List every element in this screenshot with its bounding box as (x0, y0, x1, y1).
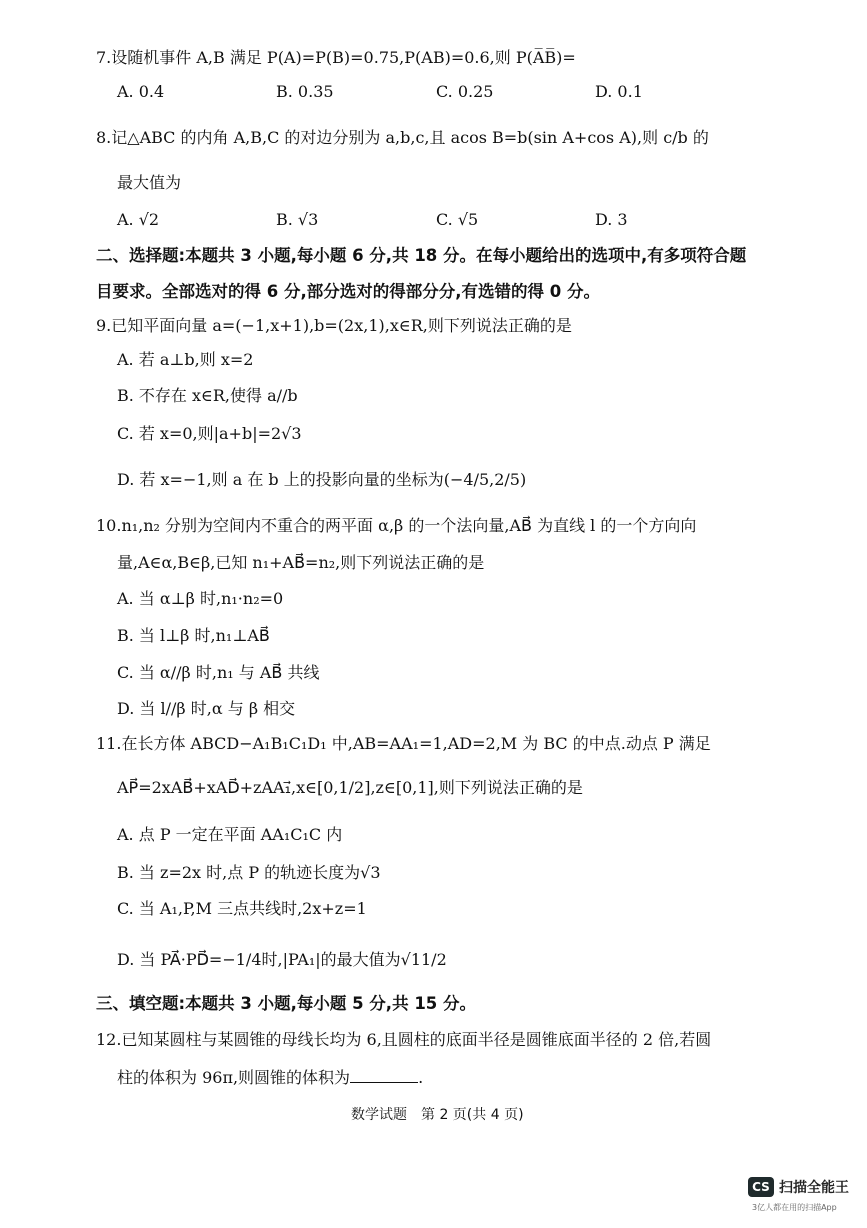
q7-stem: 7.设随机事件 A,B 满足 P(A)=P(B)=0.75,P(AB)=0.6,则 P(A̅B̅)= (96, 48, 576, 67)
q10-stem-line2: 量,A∈α,B∈β,已知 n₁+AB⃗=n₂,则下列说法正确的是 (117, 553, 485, 572)
q12-stem-line2 (117, 1066, 423, 1088)
q7-option-d: D. 0.1 (595, 82, 643, 101)
q10-option-b: B. 当 l⊥β 时,n₁⊥AB⃗ (117, 626, 270, 645)
q10-option-c: C. 当 α//β 时,n₁ 与 AB⃗ 共线 (117, 663, 320, 682)
q12-stem-line1: 12.已知某圆柱与某圆锥的母线长均为 6,且圆柱的底面半径是圆锥底面半径的 2 倍,若圆 (96, 1030, 712, 1049)
camscanner-logo-icon: CS (748, 1177, 774, 1197)
q7-option-b: B. 0.35 (276, 82, 334, 101)
q9-stem: 9.已知平面向量 a=(−1,x+1),b=(2x,1),x∈R,则下列说法正确的是 (96, 316, 572, 335)
q7-option-a: A. 0.4 (117, 82, 165, 101)
watermark-tagline: 3亿人都在用的扫描App (752, 1203, 837, 1212)
q9-option-b: B. 不存在 x∈R,使得 a//b (117, 386, 298, 405)
section2-heading-line1: 二、选择题:本题共 3 小题,每小题 6 分,共 18 分。在每小题给出的选项中,有多项符合题 (96, 246, 747, 265)
q8-option-b: B. √3 (276, 210, 319, 229)
q12-stem-text: 柱的体积为 96π,则圆锥的体积为 (117, 1068, 351, 1087)
answer-blank[interactable] (350, 1066, 418, 1083)
q11-option-c: C. 当 A₁,P,M 三点共线时,2x+z=1 (117, 899, 367, 918)
q8-option-c: C. √5 (436, 210, 479, 229)
section3-heading: 三、填空题:本题共 3 小题,每小题 5 分,共 15 分。 (96, 994, 477, 1013)
q12-stem-end: . (418, 1068, 424, 1087)
q11-option-d: D. 当 PA⃗·PD⃗=−1/4时,|PA₁|的最大值为√11/2 (117, 950, 447, 969)
q9-option-c: C. 若 x=0,则|a+b|=2√3 (117, 424, 302, 443)
q8-stem-line2: 最大值为 (117, 173, 182, 192)
q11-option-a: A. 点 P 一定在平面 AA₁C₁C 内 (117, 825, 343, 844)
q10-option-a: A. 当 α⊥β 时,n₁·n₂=0 (117, 589, 284, 608)
q7-option-c: C. 0.25 (436, 82, 494, 101)
page-footer: 数学试题 第 2 页(共 4 页) (351, 1107, 524, 1123)
q11-option-b: B. 当 z=2x 时,点 P 的轨迹长度为√3 (117, 863, 381, 882)
q8-option-d: D. 3 (595, 210, 628, 229)
q9-option-a: A. 若 a⊥b,则 x=2 (117, 350, 254, 369)
q9-option-d: D. 若 x=−1,则 a 在 b 上的投影向量的坐标为(−4/5,2/5) (117, 470, 527, 489)
q10-stem-line1: 10.n₁,n₂ 分别为空间内不重合的两平面 α,β 的一个法向量,AB⃗ 为直线 l 的一个方向向 (96, 516, 697, 535)
section2-heading-line2: 目要求。全部选对的得 6 分,部分选对的得部分分,有选错的得 0 分。 (96, 282, 600, 301)
q10-option-d: D. 当 l//β 时,α 与 β 相交 (117, 699, 296, 718)
scanner-watermark (748, 1177, 849, 1197)
q11-stem-line1: 11.在长方体 ABCD−A₁B₁C₁D₁ 中,AB=AA₁=1,AD=2,M 为 BC 的中点.动点 P 满足 (96, 734, 711, 753)
q8-stem-line1: 8.记△ABC 的内角 A,B,C 的对边分别为 a,b,c,且 acos B=b(sin A+cos A),则 c/b 的 (96, 128, 709, 147)
q11-stem-line2: AP⃗=2xAB⃗+xAD⃗+zAA₁⃗,x∈[0,1/2],z∈[0,1],则下列说法正确的是 (117, 778, 583, 797)
q8-option-a: A. √2 (117, 210, 160, 229)
watermark-name: 扫描全能王 (779, 1180, 849, 1196)
